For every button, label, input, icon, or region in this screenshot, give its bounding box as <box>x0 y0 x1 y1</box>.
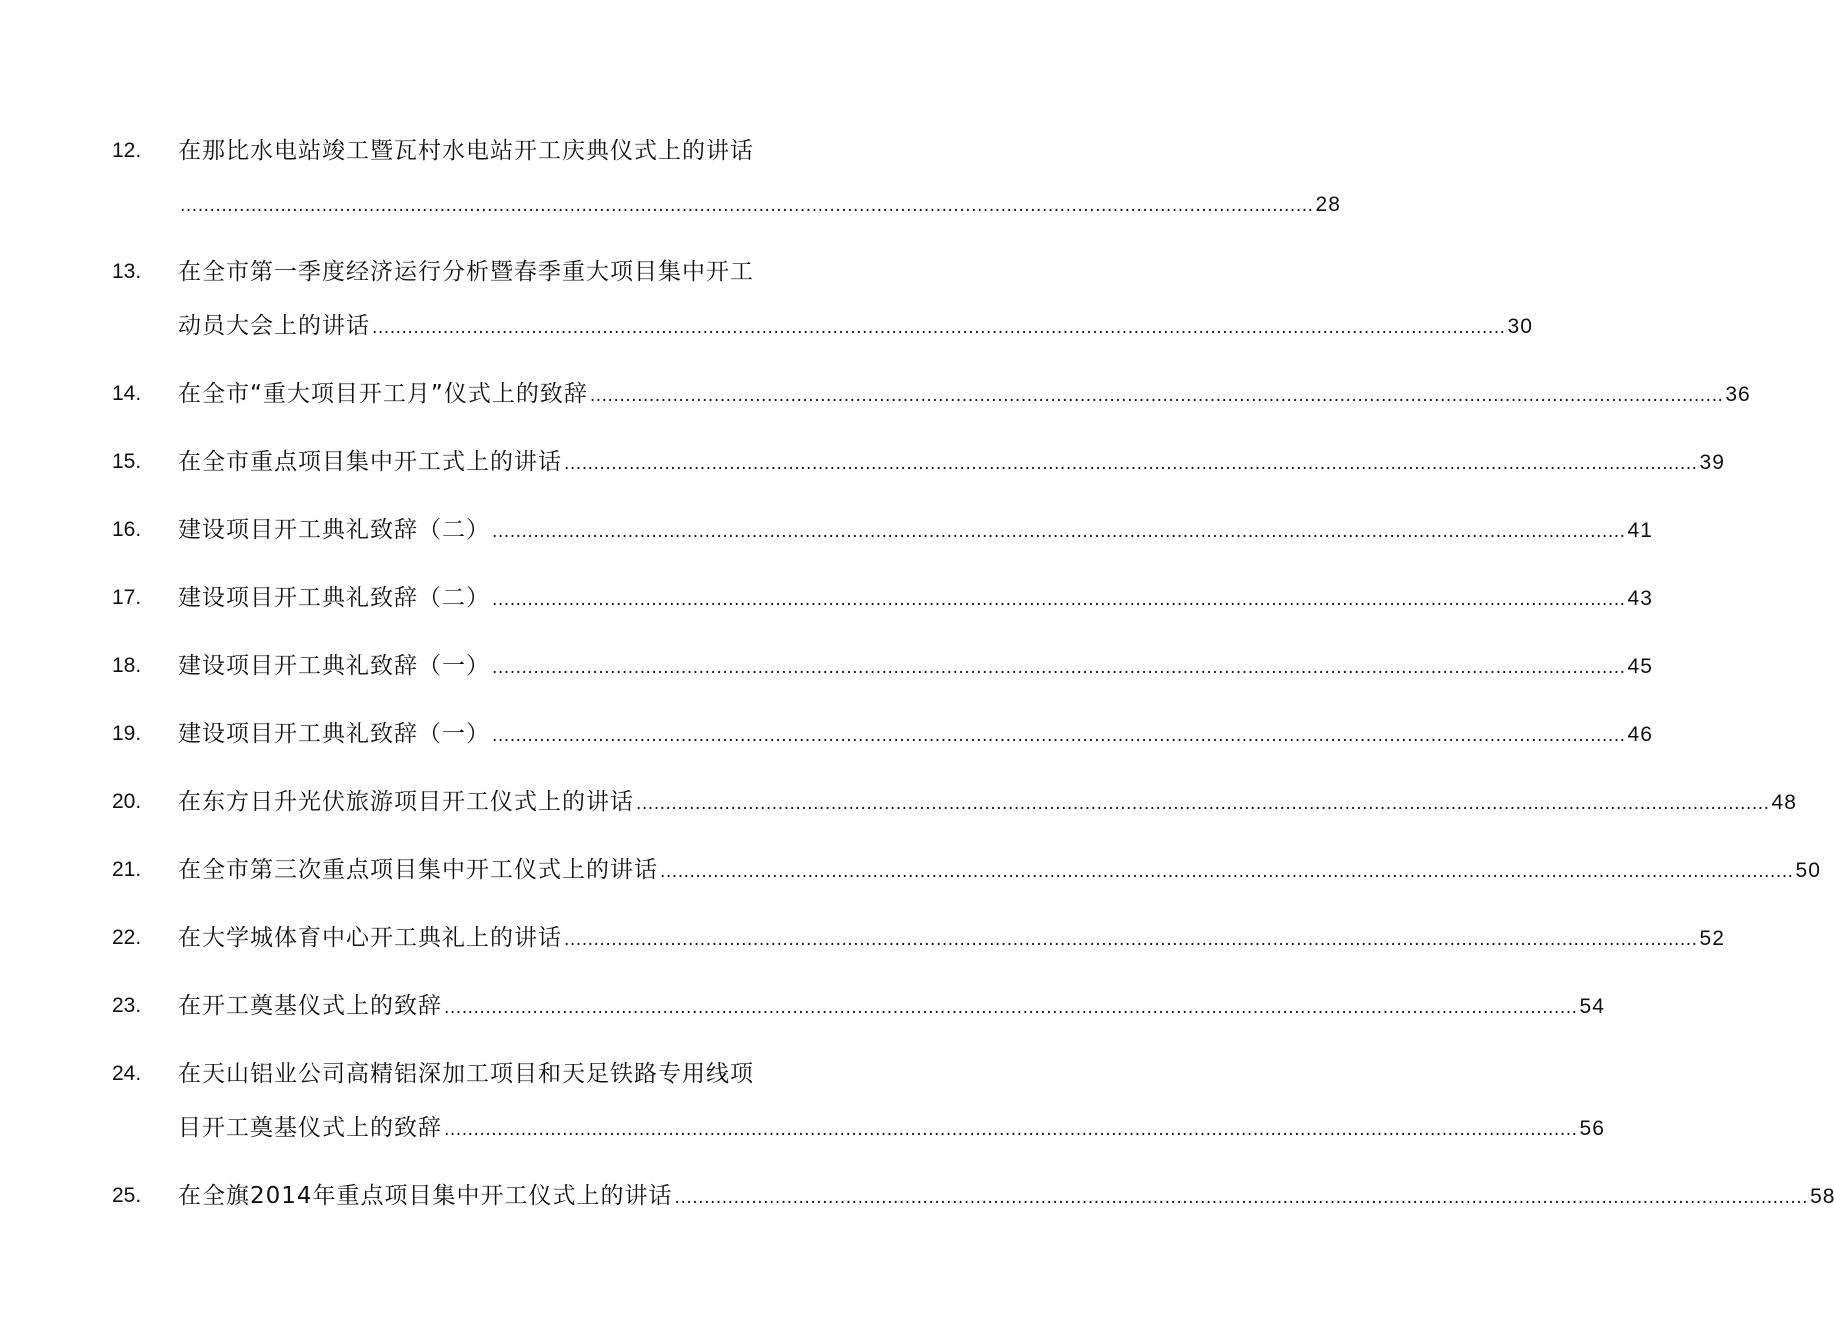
toc-entry[interactable] <box>112 575 1653 623</box>
toc-entry-title-continued: 动员大会上的讲话 <box>178 313 370 339</box>
dot-leader <box>492 509 1626 555</box>
toc-entry-page-number: 50 <box>1795 859 1821 882</box>
toc-entry-leader-row <box>178 182 1341 229</box>
dot-leader <box>660 849 1794 895</box>
dot-leader <box>564 917 1698 963</box>
toc-entry-number: 14. <box>112 382 142 405</box>
toc-entry-number: 20. <box>112 790 142 813</box>
toc-entry[interactable] <box>112 1051 1605 1153</box>
toc-entry[interactable] <box>112 249 1533 351</box>
toc-entry[interactable] <box>112 711 1653 759</box>
toc-entry-leader-row <box>178 1173 1835 1221</box>
toc-entry-leader-row <box>178 915 1725 963</box>
toc-entry-number: 17. <box>112 586 142 609</box>
dot-leader <box>444 985 1578 1031</box>
dot-leader <box>444 1107 1578 1153</box>
toc-entry-page-number: 56 <box>1579 1117 1605 1140</box>
toc-entry-leader-row <box>178 779 1797 827</box>
toc-entry-page-number: 52 <box>1699 927 1725 950</box>
toc-entry-number: 16. <box>112 518 142 541</box>
toc-entry-leader-row <box>178 983 1605 1031</box>
toc-entry[interactable] <box>112 371 1751 419</box>
toc-entry-page-number: 45 <box>1627 655 1653 678</box>
toc-entry-leader-row <box>178 303 1533 351</box>
toc-entry[interactable] <box>112 779 1797 827</box>
toc-entry-leader-row <box>178 439 1725 487</box>
toc-entry-number: 22. <box>112 926 142 949</box>
toc-entry-leader-row <box>178 711 1653 759</box>
dot-leader <box>180 183 1314 229</box>
toc-entry-title: 在全市“重大项目开工月”仪式上的致辞 <box>178 381 588 407</box>
toc-entry-page-number: 30 <box>1507 315 1533 338</box>
toc-entry[interactable] <box>112 847 1821 895</box>
toc-entry[interactable] <box>112 915 1725 963</box>
toc-entry-page-number: 46 <box>1627 723 1653 746</box>
toc-entry-title: 在东方日升光伏旅游项目开工仪式上的讲话 <box>178 789 634 815</box>
toc-entry-page-number: 48 <box>1771 791 1797 814</box>
toc-entry-number: 18. <box>112 654 142 677</box>
toc-entry[interactable] <box>112 643 1653 691</box>
toc-entry-page-number: 54 <box>1579 995 1605 1018</box>
dot-leader <box>372 305 1506 351</box>
toc-entry[interactable] <box>112 1173 1835 1221</box>
toc-entry-page-number: 43 <box>1627 587 1653 610</box>
toc-entry-number: 25. <box>112 1184 142 1207</box>
toc-entry-title-continued: 目开工奠基仪式上的致辞 <box>178 1115 442 1141</box>
toc-entry[interactable] <box>112 507 1653 555</box>
toc-entry[interactable] <box>112 128 1341 229</box>
toc-entry-title: 建设项目开工典礼致辞（一） <box>178 721 490 747</box>
toc-entry-number: 23. <box>112 994 142 1017</box>
toc-entry-page-number: 41 <box>1627 519 1653 542</box>
toc-entry-title: 在全市重点项目集中开工式上的讲话 <box>178 449 562 475</box>
toc-entry-page-number: 36 <box>1725 383 1751 406</box>
toc-entry-title: 建设项目开工典礼致辞（一） <box>178 653 490 679</box>
toc-entry-leader-row <box>178 847 1821 895</box>
toc-entry-title: 在开工奠基仪式上的致辞 <box>178 993 442 1019</box>
toc-entry-title: 在全市第三次重点项目集中开工仪式上的讲话 <box>178 857 658 883</box>
toc-entry-title: 建设项目开工典礼致辞（二） <box>178 585 490 611</box>
toc-entry-leader-row <box>178 643 1653 691</box>
table-of-contents <box>112 128 1835 1241</box>
toc-entry-number: 21. <box>112 858 142 881</box>
toc-entry[interactable] <box>112 439 1725 487</box>
toc-entry-page-number: 28 <box>1315 193 1341 216</box>
toc-entry-number: 19. <box>112 722 142 745</box>
toc-entry-title: 在天山铝业公司高精铝深加工项目和天足铁路专用线项 <box>178 1061 754 1087</box>
toc-entry-title: 在大学城体育中心开工典礼上的讲话 <box>178 925 562 951</box>
toc-entry-number: 13. <box>112 260 142 283</box>
toc-entry-page-number: 58 <box>1810 1185 1835 1208</box>
dot-leader <box>675 1175 1809 1221</box>
dot-leader <box>590 373 1724 419</box>
toc-entry-title: 在全市第一季度经济运行分析暨春季重大项目集中开工 <box>178 259 754 285</box>
dot-leader <box>564 441 1698 487</box>
toc-entry-number: 12. <box>112 139 142 162</box>
toc-entry-number: 24. <box>112 1062 142 1085</box>
toc-entry-title: 在全旗2014年重点项目集中开工仪式上的讲话 <box>178 1183 673 1209</box>
toc-entry-leader-row <box>178 371 1751 419</box>
dot-leader <box>492 577 1626 623</box>
toc-entry-title: 在那比水电站竣工暨瓦村水电站开工庆典仪式上的讲话 <box>178 138 754 164</box>
toc-entry-number: 15. <box>112 450 142 473</box>
dot-leader <box>492 645 1626 691</box>
toc-entry-leader-row <box>178 1105 1605 1153</box>
toc-entry-title: 建设项目开工典礼致辞（二） <box>178 517 490 543</box>
toc-entry-leader-row <box>178 507 1653 555</box>
toc-entry-page-number: 39 <box>1699 451 1725 474</box>
dot-leader <box>636 781 1770 827</box>
dot-leader <box>492 713 1626 759</box>
toc-entry-leader-row <box>178 575 1653 623</box>
toc-entry[interactable] <box>112 983 1605 1031</box>
